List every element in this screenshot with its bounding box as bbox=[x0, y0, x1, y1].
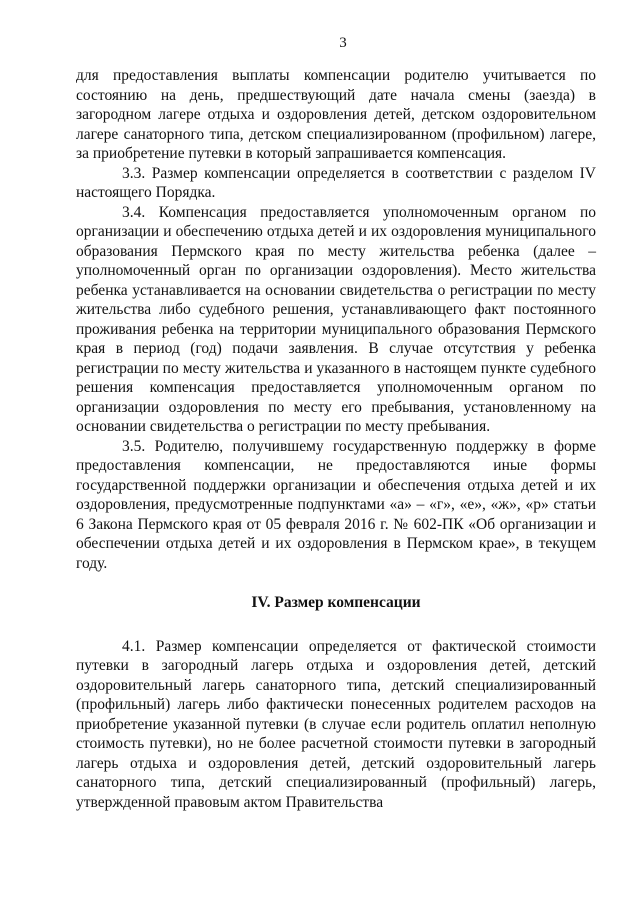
paragraph-3-4: 3.4. Компенсация предоставляется уполномоченным органом по организации и обеспечению отдыха детей и их оздоровления муниципального образования Пермского края по месту жительства ребенка (далее – уполномоченный орган по организации оздоровления). Место жительства ребенка устанавливается на основании свидетельства о регистрации по месту жительства либо судебного решения, устанавливающего факт постоянного проживания ребенка на территории муниципального образования Пермского края в период (год) подачи заявления. В случае отсутствия у ребенка регистрации по месту жительства и указанного в настоящем пункте судебного решения компенсация предоставляется уполномоченным органом по организации оздоровления по месту его пребывания, установленному на основании свидетельства о регистрации по месту пребывания. bbox=[76, 203, 596, 435]
paragraph-4-1: 4.1. Размер компенсации определяется от фактической стоимости путевки в загородный лагерь отдыха и оздоровления детей, детский оздоровительный лагерь санаторного типа, детский специализированный (профильный) лагерь либо фактически понесенных родителем расходов на приобретение указанной путевки (в случае если родитель оплатил неполную стоимость путевки), но не более расчетной стоимости путевки в загородный лагерь отдыха и оздоровления детей, детский оздоровительный лагерь санаторного типа, детский специализированный (профильный) лагерь, утвержденной правовым актом Правительства bbox=[76, 637, 596, 811]
paragraph-continuation: для предоставления выплаты компенсации родителю учитывается по состоянию на день, предшествующий дате начала смены (заезда) в загородном лагере отдыха и оздоровления детей, детском оздоровительном лагере санаторного типа, детском специализированном (профильном) лагере, за приобретение путевки в который запрашивается компенсация. bbox=[76, 67, 596, 162]
section-heading: IV. Размер компенсации bbox=[251, 594, 421, 611]
paragraph-3-3: 3.3. Размер компенсации определяется в соответствии с разделом IV настоящего Порядка. bbox=[76, 164, 596, 201]
page-number: 3 bbox=[339, 35, 347, 51]
paragraph-3-5: 3.5. Родителю, получившему государственную поддержку в форме предоставления компенсации, не предоставляются иные формы государственной поддержки организации и обеспечения отдыха детей и их оздоровления, предусмотренные подпунктами «а» – «г», «е», «ж», «р» статьи 6 Закона Пермского края от 05 февраля 2016 г. № 602-ПК «Об организации и обеспечении отдыха детей и их оздоровления в Пермском крае», в текущем году. bbox=[76, 437, 596, 572]
